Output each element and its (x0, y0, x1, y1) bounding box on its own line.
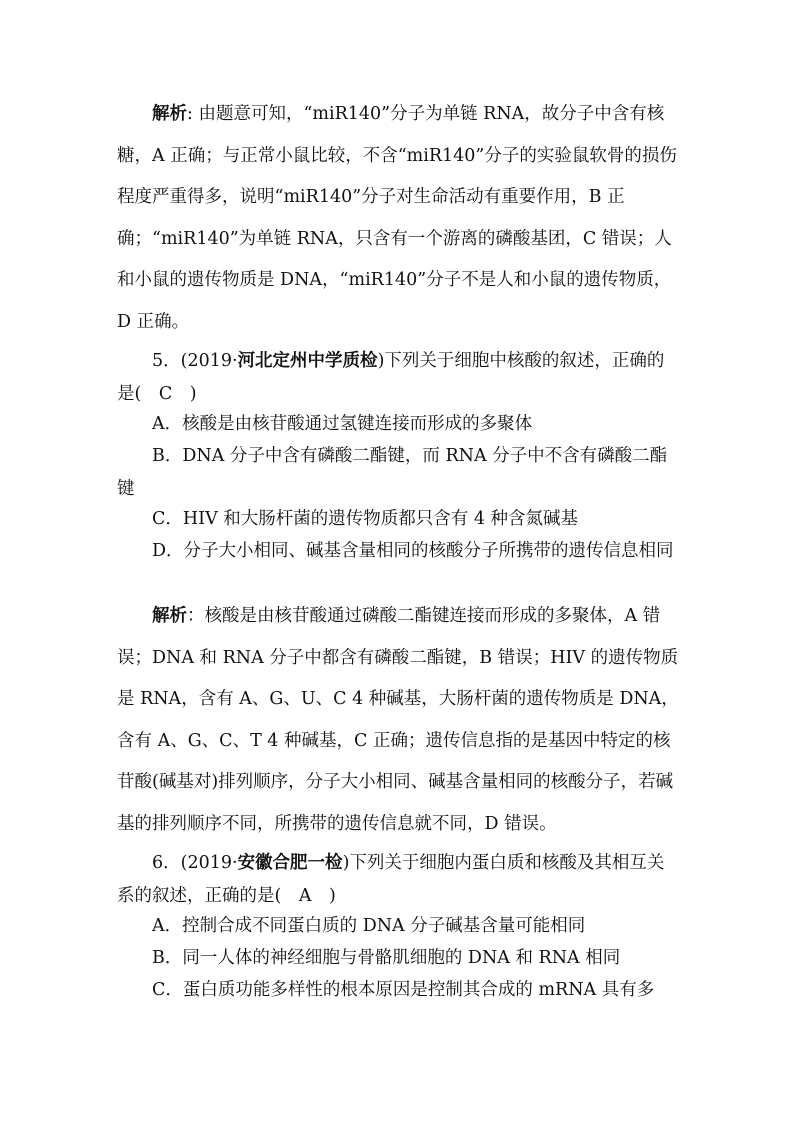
explanation-paragraph-2 (117, 596, 679, 845)
explanation-label: 解析 (152, 606, 187, 626)
question-source: 安徽合肥一检 (237, 853, 343, 873)
explanation-text: ：核酸是由核苷酸通过磷酸二酯键连接而形成的多聚体，A 错误；DNA 和 RNA 分子中都含有磷酸二酯键，B 错误；HIV 的遗传物质是 RNA，含有 A、G、U、C 4 种碱基，大肠杆菌的遗传物质是 DNA，含有 A、G、C、T 4 种碱基，C 正确；遗传信息指的是基因中特定的核苷酸(碱基对)排列顺序，分子大小相同、碱基含量相同的核酸分子，若碱基的排列顺序不同，所携带的遗传信息就不同，D 错误。 (117, 606, 679, 834)
question-source: 河北定州中学质检 (237, 351, 378, 371)
question-6-stem (117, 847, 679, 912)
question-number: 5．(2019· (152, 351, 238, 371)
question-5-option-a: A．核酸是由核苷酸通过氢键连接而形成的多聚体 (152, 414, 533, 434)
question-5-option-d: D．分子大小相同、碱基含量相同的核酸分子所携带的遗传信息相同 (152, 541, 674, 561)
question-stem-text: )下列关于细胞中核酸的叙述，正确的是( C ) (117, 351, 665, 404)
question-5-stem (117, 345, 679, 410)
question-5-option-c: C．HIV 和大肠杆菌的遗传物质都只含有 4 种含氮碱基 (152, 509, 579, 529)
explanation-paragraph-1 (117, 94, 679, 343)
question-6-option-c: C．蛋白质功能多样性的根本原因是控制其合成的 mRNA 具有多 (152, 980, 655, 1000)
question-6-option-b: B．同一人体的神经细胞与骨骼肌细胞的 DNA 和 RNA 相同 (152, 948, 621, 968)
explanation-text: : 由题意可知，“miR140”分子为单链 RNA，故分子中含有核糖，A 正确；与正常小鼠比较，不含“miR140”分子的实验鼠软骨的损伤程度严重得多，说明“miR140”分子对生命活动有重要作用，B 正确；“miR140”为单链 RNA，只含有一个游离的磷酸基团，C 错误；人和小鼠的遗传物质是 DNA，“miR140”分子不是人和小鼠的遗传物质，D 正确。 (117, 104, 677, 332)
explanation-label: 解析 (152, 104, 187, 124)
question-number: 6．(2019· (152, 853, 238, 873)
question-5-option-b: B．DNA 分子中含有磷酸二酯键，而 RNA 分子中不含有磷酸二酯键 (117, 446, 668, 499)
question-6-option-a: A．控制合成不同蛋白质的 DNA 分子碱基含量可能相同 (152, 916, 586, 936)
question-stem-text: )下列关于细胞内蛋白质和核酸及其相互关系的叙述，正确的是( A ) (117, 853, 665, 906)
